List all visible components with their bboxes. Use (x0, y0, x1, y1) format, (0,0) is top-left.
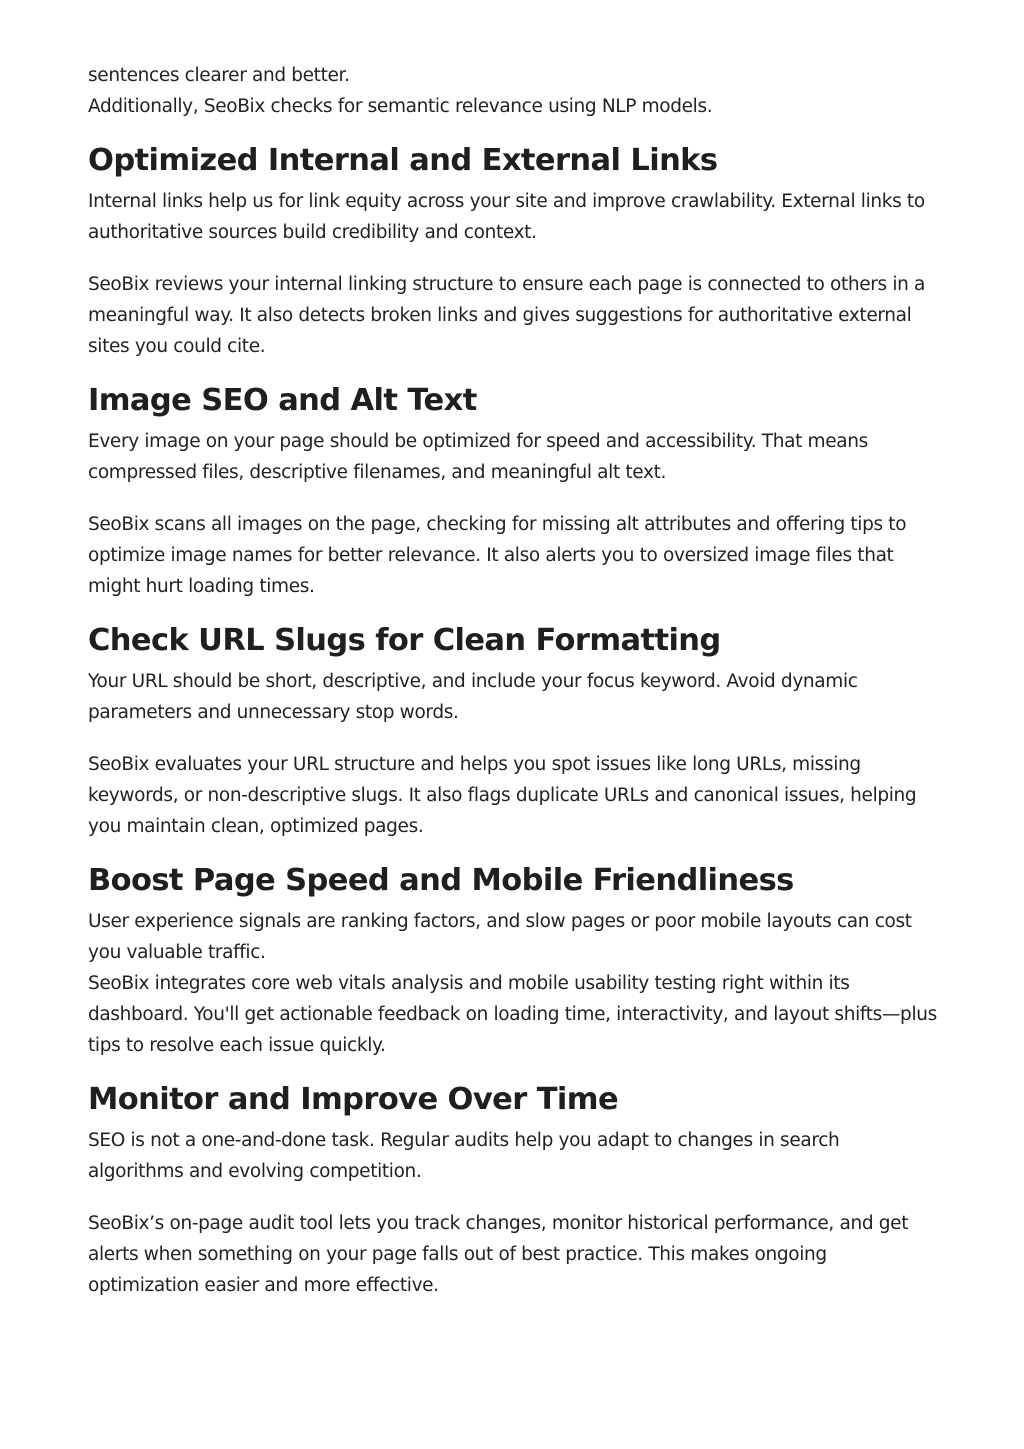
section-title: Monitor and Improve Over Time (88, 1082, 619, 1117)
section-monitor-improve (88, 1080, 938, 1301)
section-title: Image SEO and Alt Text (88, 383, 477, 418)
section-paragraph: SeoBix reviews your internal linking structure to ensure each page is connected to others in a meaningful way. It also detects broken links and gives suggestions for authoritative external sites you could cite. (88, 274, 926, 357)
section-paragraph: Every image on your page should be optimized for speed and accessibility. That means compressed files, descriptive filenames, and meaningful alt text. (88, 431, 868, 483)
section-paragraph: SeoBix evaluates your URL structure and helps you spot issues like long URLs, missing keywords, or non-descriptive slugs. It also flags duplicate URLs and canonical issues, helping you maintain clean, optimized pages. (88, 754, 917, 837)
section-paragraph: User experience signals are ranking factors, and slow pages or poor mobile layouts can cost you valuable traffic. (88, 911, 912, 963)
section-page-speed (88, 861, 938, 1061)
section-title: Optimized Internal and External Links (88, 143, 718, 178)
section-internal-external-links (88, 141, 938, 362)
section-image-seo (88, 381, 938, 602)
section-title: Check URL Slugs for Clean Formatting (88, 623, 721, 658)
document-page (88, 60, 938, 1301)
section-paragraph: SeoBix’s on-page audit tool lets you track changes, monitor historical performance, and get alerts when something on your page falls out of best practice. This makes ongoing optimization easier and more effective. (88, 1213, 909, 1296)
section-paragraph: Your URL should be short, descriptive, and include your focus keyword. Avoid dynamic parameters and unnecessary stop words. (88, 671, 858, 723)
section-paragraph: SeoBix scans all images on the page, checking for missing alt attributes and offering tips to optimize image names for better relevance. It also alerts you to oversized image files that might hurt loading times. (88, 514, 907, 597)
section-url-slugs (88, 621, 938, 842)
section-paragraph: SEO is not a one-and-done task. Regular audits help you adapt to changes in search algorithms and evolving competition. (88, 1130, 840, 1182)
intro-line-2: Additionally, SeoBix checks for semantic relevance using NLP models. (88, 96, 713, 117)
section-title: Boost Page Speed and Mobile Friendliness (88, 863, 794, 898)
intro-line-1: sentences clearer and better. (88, 65, 350, 86)
section-paragraph: SeoBix integrates core web vitals analysis and mobile usability testing right within its dashboard. You'll get actionable feedback on loading time, interactivity, and layout shifts—plus tips to resolve each issue quickly. (88, 973, 937, 1056)
section-paragraph: Internal links help us for link equity across your site and improve crawlability. External links to authoritative sources build credibility and context. (88, 191, 925, 243)
